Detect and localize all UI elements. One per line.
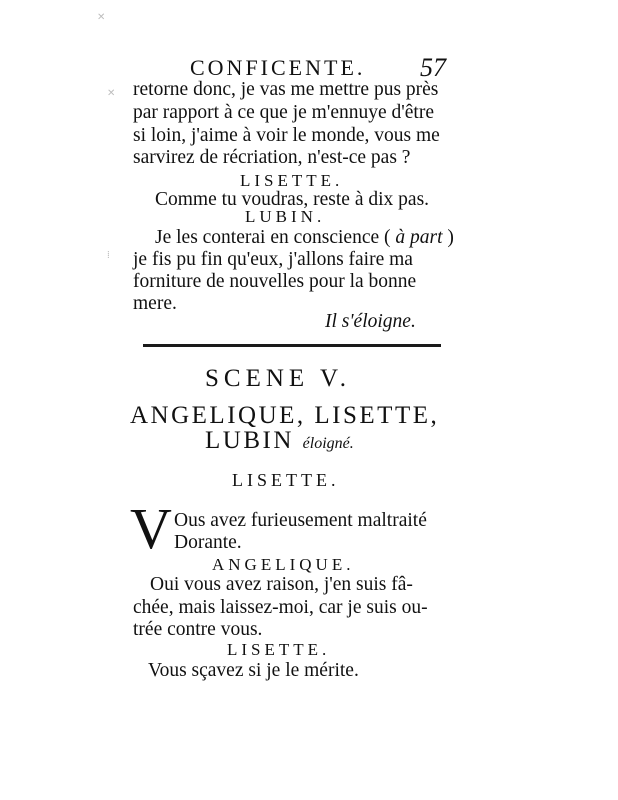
margin-mark: ⁞ — [107, 250, 110, 261]
speaker-name: LUBIN. — [245, 207, 326, 226]
running-title: CONFICENTE. — [190, 55, 366, 80]
speaker-name: ANGELIQUE. — [212, 555, 355, 574]
text-segment: ) — [447, 227, 454, 248]
text-line: si loin, j'aime à voir le monde, vous me — [133, 125, 440, 146]
speaker-name: LISETTE. — [227, 640, 331, 659]
scene-divider — [143, 344, 441, 347]
text-line: Ous avez furieusement maltraité — [174, 510, 427, 531]
text-line: par rapport à ce que je m'ennuye d'être — [133, 102, 435, 123]
text-line: trée contre vous. — [133, 619, 263, 640]
text-line: sarvirez de récriation, n'est-ce pas ? — [133, 147, 411, 168]
text-line: retorne donc, je vas me mettre pus près — [133, 79, 439, 100]
text-line: Vous sçavez si je le mérite. — [148, 660, 359, 681]
scene-characters: ANGELIQUE, LISETTE, — [130, 402, 440, 429]
margin-mark: ✕ — [107, 88, 116, 99]
text-line — [155, 226, 454, 249]
scene-characters — [205, 427, 354, 455]
text-segment: Je les conterai en conscience ( — [155, 227, 391, 248]
stage-direction: Il s'éloigne. — [325, 311, 416, 332]
aside-direction: à part — [395, 227, 443, 248]
scene-title: SCENE V. — [205, 365, 352, 392]
margin-mark: ✕ — [97, 12, 106, 23]
speaker-name: LISETTE. — [240, 171, 344, 190]
page-number: 57 — [420, 53, 446, 82]
text-line: Dorante. — [174, 532, 242, 553]
drop-capital: V — [130, 496, 172, 561]
text-line: Comme tu voudras, reste à dix pas. — [155, 189, 430, 210]
text-line: forniture de nouvelles pour la bonne — [133, 271, 417, 292]
character-note: éloigné. — [302, 435, 354, 452]
text-line: je fis pu fin qu'eux, j'allons faire ma — [133, 249, 413, 270]
text-line: Oui vous avez raison, j'en suis fâ- — [150, 574, 413, 595]
character-name: LUBIN — [205, 427, 294, 454]
text-line: mere. — [133, 293, 177, 314]
text-line: chée, mais laissez-moi, car je suis ou- — [133, 597, 428, 618]
speaker-name: LISETTE. — [232, 470, 340, 490]
